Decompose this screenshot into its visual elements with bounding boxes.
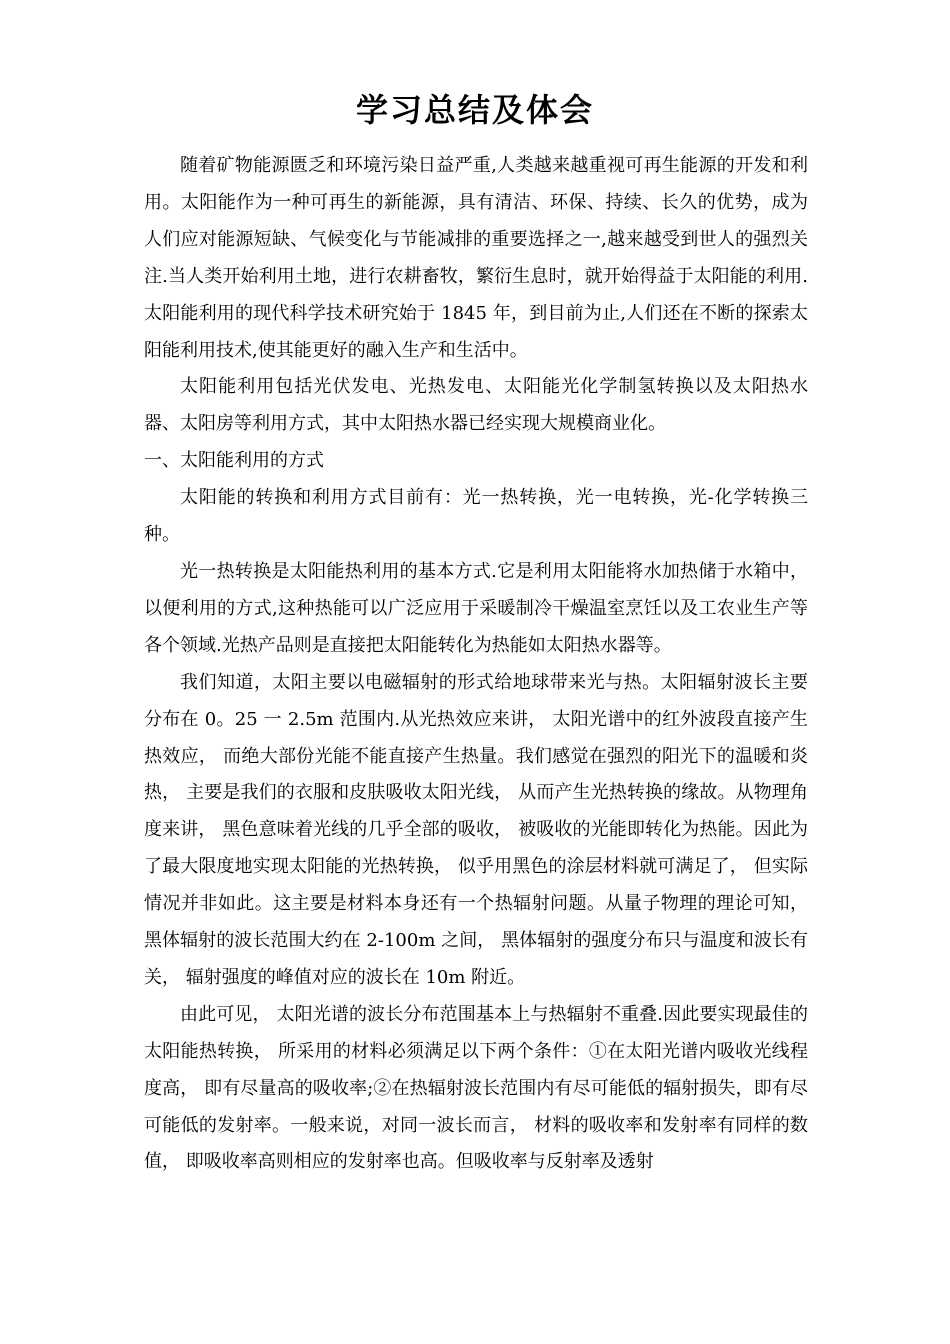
document-body	[144, 148, 808, 1181]
paragraph-radiation: 我们知道，太阳主要以电磁辐射的形式给地球带来光与热。太阳辐射波长主要分布在 0。25 一 2.5m 范围内.从光热效应来讲， 太阳光谱中的红外波段直接产生热效应， 而绝大部份光能不能直接产生热量。我们感觉在强烈的阳光下的温暖和炎热， 主要是我们的衣服和皮肤吸收太阳光线， 从而产生光热转换的缘故。从物理角度来讲， 黑色意味着光线的几乎全部的吸收， 被吸收的光能即转化为热能。因此为了最大限度地实现太阳能的光热转换， 似乎用黑色的涂层材料就可满足了， 但实际情况并非如此。这主要是材料本身还有一个热辐射问题。从量子物理的理论可知，黑体辐射的波长范围大约在 2-100m 之间， 黑体辐射的强度分布只与温度和波长有关， 辐射强度的峰值对应的波长在 10m 附近。	[144, 671, 808, 988]
paragraph-utilization-methods: 太阳能利用包括光伏发电、光热发电、太阳能光化学制氢转换以及太阳热水器、太阳房等利用方式，其中太阳热水器已经实现大规模商业化。	[144, 376, 808, 435]
paragraph-photothermal: 光一热转换是太阳能热利用的基本方式.它是利用太阳能将水加热储于水箱中，以便利用的方式,这种热能可以广泛应用于采暖制冷干燥温室烹饪以及工农业生产等各个领域.光热产品则是直接把太阳能转化为热能如太阳热水器等。	[144, 560, 808, 656]
document-title: 学习总结及体会	[355, 91, 594, 129]
paragraph-materials: 由此可见， 太阳光谱的波长分布范围基本上与热辐射不重叠.因此要实现最佳的太阳能热转换， 所采用的材料必须满足以下两个条件：①在太阳光谱内吸收光线程度高， 即有尽量高的吸收率;②在热辐射波长范围内有尽可能低的辐射损失，即有尽可能低的发射率。一般来说，对同一波长而言， 材料的吸收率和发射率有同样的数值， 即吸收率高则相应的发射率也高。但吸收率与反射率及透射	[144, 1003, 808, 1173]
paragraph-intro: 随着矿物能源匮乏和环境污染日益严重,人类越来越重视可再生能源的开发和利用。太阳能作为一种可再生的新能源，具有清洁、环保、持续、长久的优势，成为人们应对能源短缺、气候变化与节能减排的重要选择之一,越来越受到世人的强烈关注.当人类开始利用土地，进行农耕畜牧，繁衍生息时，就开始得益于太阳能的利用.太阳能利用的现代科学技术研究始于 1845 年，到目前为止,人们还在不断的探索太阳能利用技术,使其能更好的融入生产和生活中。	[144, 155, 808, 361]
section-heading-1: 一、太阳能利用的方式	[144, 450, 324, 472]
paragraph-conversion-types: 太阳能的转换和利用方式目前有：光一热转换，光一电转换，光-化学转换三种。	[144, 487, 808, 546]
